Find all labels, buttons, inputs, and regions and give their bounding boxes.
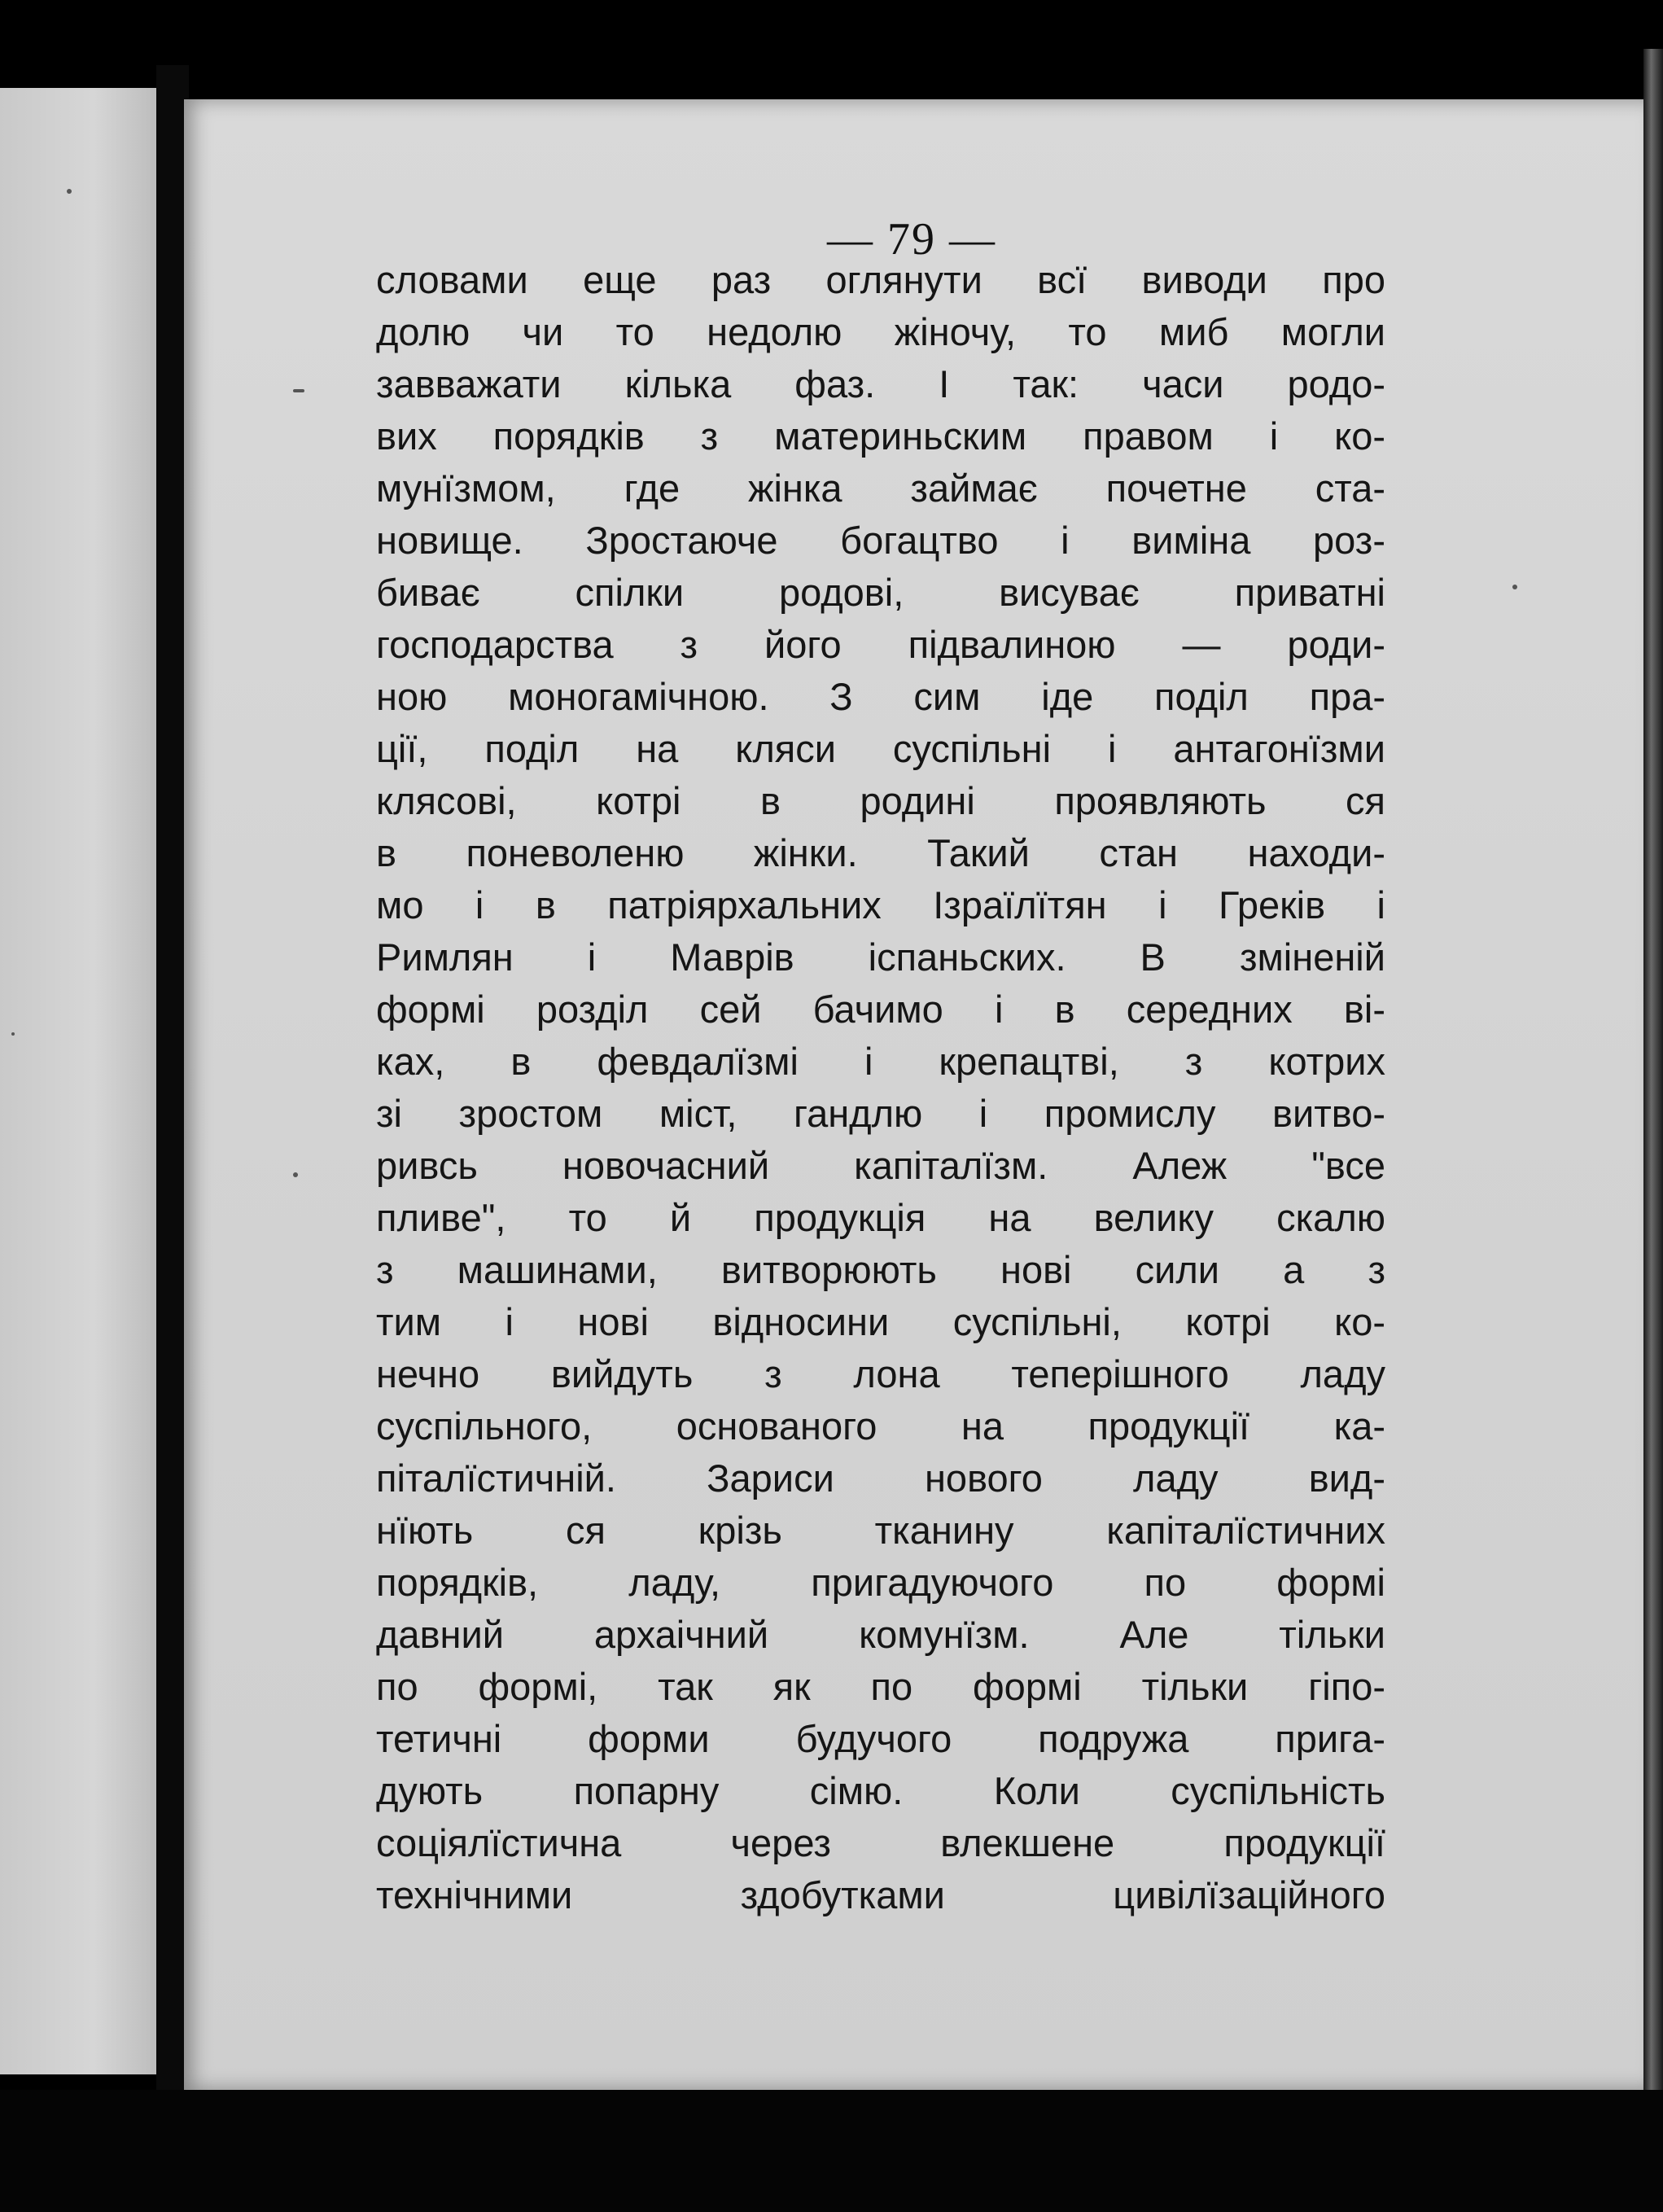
text-line: вих порядків з материньским правом і ко- — [376, 414, 1385, 458]
text-line: нечно вийдуть з лона теперішного ладу — [376, 1352, 1385, 1395]
dust-speck — [293, 1172, 298, 1177]
text-line: господарства з його підвалиною — роди- — [376, 623, 1385, 666]
text-line: тим і нові відносини суспільні, котрі ко- — [376, 1300, 1385, 1343]
text-line: суспільного, основаного на продукції ка- — [376, 1404, 1385, 1448]
text-line: Римлян і Маврів іспаньских. В зміненій — [376, 935, 1385, 979]
text-line: зі зростом міст, гандлю і промислу витво- — [376, 1092, 1385, 1135]
text-line: технічними здобутками цивілїзаційного — [376, 1873, 1385, 1916]
dust-speck — [1512, 585, 1517, 589]
text-line: словами еще раз оглянути всї виводи про — [376, 258, 1385, 301]
dust-speck — [293, 389, 304, 392]
bottom-margin — [0, 2090, 1663, 2212]
text-line: ною моногамічною. З сим іде поділ пра- — [376, 675, 1385, 718]
text-line: ривсь новочасний капіталїзм. Алеж "все — [376, 1144, 1385, 1187]
text-line: нїють ся крізь тканину капіталїстичних — [376, 1509, 1385, 1552]
text-line: дують попарну сімю. Коли суспільність — [376, 1769, 1385, 1812]
text-line: долю чи то недолю жіночу, то миб могли — [376, 310, 1385, 353]
text-line: пливе", то й продукція на велику скалю — [376, 1196, 1385, 1239]
text-line: в поневоленю жінки. Такий стан находи- — [376, 831, 1385, 874]
text-line: формі розділ сей бачимо і в середних ві- — [376, 988, 1385, 1031]
text-line: мо і в патріярхальних Ізраїлїтян і Греків і — [376, 883, 1385, 926]
film-edge — [1643, 49, 1663, 2149]
text-line: з машинами, витворюють нові сили а з — [376, 1248, 1385, 1291]
text-line: новище. Зростаюче богацтво і виміна роз- — [376, 519, 1385, 562]
text-line: ках, в февдалїзмі і крепацтві, з котрих — [376, 1040, 1385, 1083]
page-number: — 79 — — [827, 214, 996, 265]
text-line: соціялїстична через влекшене продукції — [376, 1821, 1385, 1864]
text-line: порядків, ладу, пригадуючого по формі — [376, 1561, 1385, 1604]
text-line: давний архаічний комунїзм. Але тільки — [376, 1613, 1385, 1656]
text-line: мунїзмом, где жінка займає почетне ста- — [376, 466, 1385, 510]
text-line: завважати кілька фаз. І так: часи родо- — [376, 362, 1385, 405]
body-text — [376, 254, 1385, 1921]
text-line: биває спілки родові, висуває приватні — [376, 571, 1385, 614]
text-line: по формі, так як по формі тільки гіпо- — [376, 1665, 1385, 1708]
text-line: піталїстичній. Зариси нового ладу вид- — [376, 1456, 1385, 1500]
dust-speck — [11, 1032, 15, 1036]
dust-speck — [67, 189, 72, 194]
text-line: тетичні форми будучого подружа прига- — [376, 1717, 1385, 1760]
text-line: клясові, котрі в родині проявляють ся — [376, 779, 1385, 822]
left-facing-page — [0, 88, 156, 2074]
text-line: ції, поділ на кляси суспільні і антагонїзми — [376, 727, 1385, 770]
